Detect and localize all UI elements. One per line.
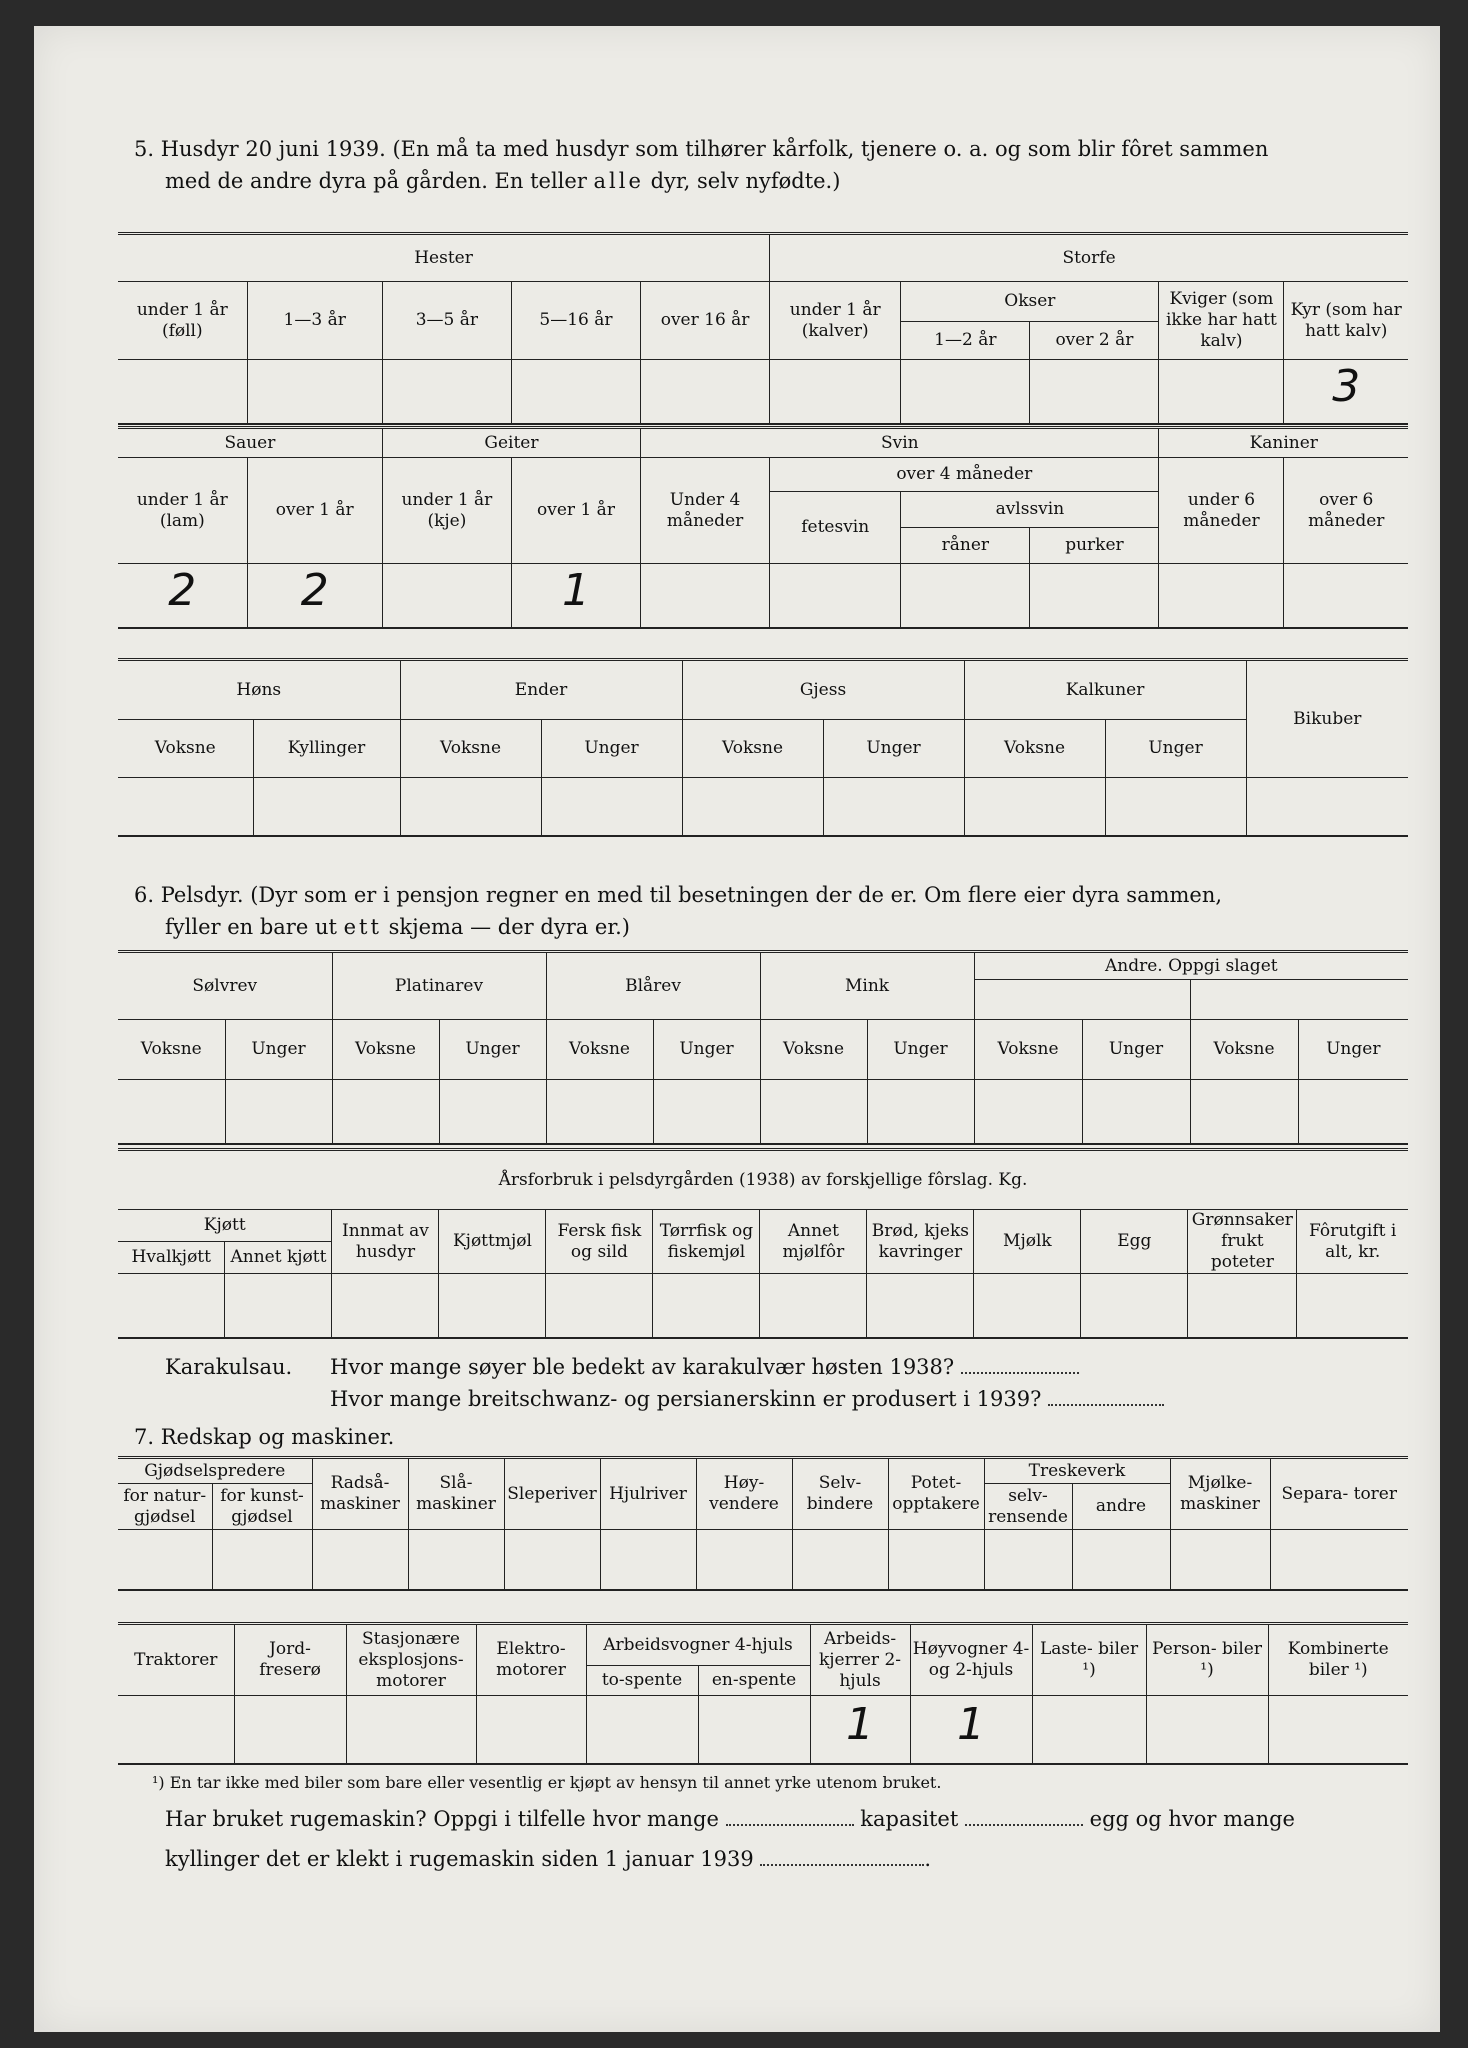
header-okser: Okser bbox=[901, 282, 1159, 322]
col-purker: purker bbox=[1030, 528, 1159, 564]
cell[interactable] bbox=[586, 1696, 698, 1764]
cell[interactable] bbox=[653, 1080, 760, 1144]
cell[interactable] bbox=[1159, 564, 1284, 628]
karakul-answer-2[interactable] bbox=[1048, 1386, 1164, 1406]
handwritten-lam: 2 bbox=[168, 564, 197, 616]
cell[interactable] bbox=[760, 1274, 867, 1338]
section-6-line-1: 6. Pelsdyr. (Dyr som er i pensjon regner en med til besetningen der de er. Om flere eier dyra sammen, bbox=[134, 883, 1223, 907]
col-unger: Unger bbox=[225, 1020, 332, 1080]
col-traktorer: Traktorer bbox=[118, 1624, 234, 1696]
cell-hoyvogn-value[interactable] bbox=[910, 1696, 1032, 1764]
cell[interactable] bbox=[118, 1080, 225, 1144]
cell[interactable] bbox=[974, 1080, 1082, 1144]
cell[interactable] bbox=[1190, 1080, 1298, 1144]
cell[interactable] bbox=[332, 1080, 439, 1144]
cell[interactable] bbox=[600, 1530, 696, 1590]
header-ender: Ender bbox=[400, 660, 682, 720]
cell[interactable] bbox=[760, 1080, 867, 1144]
header-solvrev: Sølvrev bbox=[118, 952, 332, 1020]
cell[interactable] bbox=[541, 778, 682, 836]
col-hoyvendere: Høy- vendere bbox=[696, 1458, 792, 1530]
cell[interactable] bbox=[400, 778, 541, 836]
cell[interactable] bbox=[867, 1080, 974, 1144]
col-mjolk: Mjølk bbox=[974, 1210, 1081, 1274]
col-naturgjodsel: for natur- gjødsel bbox=[118, 1484, 212, 1530]
col-elektromotorer: Elektro- motorer bbox=[476, 1624, 586, 1696]
cell[interactable] bbox=[682, 778, 823, 836]
header-kjott: Kjøtt bbox=[118, 1210, 332, 1242]
census-form-page bbox=[34, 26, 1440, 2032]
col-hoyvogner: Høyvogner 4- og 2-hjuls bbox=[910, 1624, 1032, 1696]
cell[interactable] bbox=[504, 1530, 600, 1590]
col-ender-voksne: Voksne bbox=[400, 720, 541, 778]
col-kombinerte-biler: Kombinerte biler ¹) bbox=[1268, 1624, 1408, 1696]
cell[interactable] bbox=[653, 1274, 760, 1338]
col-fersk-fisk: Fersk fisk og sild bbox=[546, 1210, 653, 1274]
col-sau-over-1: over 1 år bbox=[247, 458, 382, 564]
col-innmat: Innmat av husdyr bbox=[332, 1210, 439, 1274]
header-geiter: Geiter bbox=[382, 428, 640, 458]
cell[interactable] bbox=[984, 1530, 1072, 1590]
cell[interactable] bbox=[511, 360, 640, 424]
col-unger: Unger bbox=[867, 1020, 974, 1080]
header-sauer: Sauer bbox=[118, 428, 382, 458]
cell[interactable] bbox=[698, 1696, 810, 1764]
cell[interactable] bbox=[641, 360, 770, 424]
andre-slag-1[interactable] bbox=[974, 980, 1190, 1020]
col-mjolkemaskiner: Mjølke- maskiner bbox=[1170, 1458, 1270, 1530]
col-egg: Egg bbox=[1081, 1210, 1188, 1274]
header-gjodselspredere: Gjødselspredere bbox=[118, 1458, 312, 1484]
header-storfe: Storfe bbox=[770, 234, 1408, 282]
cell[interactable] bbox=[1298, 1080, 1408, 1144]
cell[interactable] bbox=[225, 1080, 332, 1144]
cell[interactable] bbox=[770, 564, 901, 628]
col-geit-over-1: over 1 år bbox=[511, 458, 640, 564]
cell-kyr-value[interactable] bbox=[1284, 360, 1408, 424]
header-arbeidsvogner: Arbeidsvogner 4-hjuls bbox=[586, 1624, 810, 1666]
col-raner: råner bbox=[901, 528, 1030, 564]
cell[interactable] bbox=[1082, 1080, 1190, 1144]
col-svin-under-4: Under 4 måneder bbox=[641, 458, 770, 564]
cell[interactable] bbox=[770, 360, 901, 424]
cell[interactable] bbox=[1105, 778, 1246, 836]
cell[interactable] bbox=[118, 778, 253, 836]
cell[interactable] bbox=[1146, 1696, 1268, 1764]
col-kje: under 1 år (kje) bbox=[382, 458, 511, 564]
header-kalkuner: Kalkuner bbox=[964, 660, 1246, 720]
karakul-answer-1[interactable] bbox=[961, 1354, 1079, 1374]
cell-sau-value[interactable] bbox=[247, 564, 382, 628]
col-sleperiver: Sleperiver bbox=[504, 1458, 600, 1530]
cell[interactable] bbox=[212, 1530, 312, 1590]
col-torrfisk: Tørrfisk og fiskemjøl bbox=[653, 1210, 760, 1274]
section-6-line-2: fyller en bare ut ett skjema — der dyra er.) bbox=[165, 915, 630, 939]
col-voksne: Voksne bbox=[118, 1020, 225, 1080]
rugemaskin-line-2: kyllinger det er klekt i rugemaskin siden 1 januar 1939 . bbox=[165, 1847, 932, 1871]
handwritten-kyr: 3 bbox=[1332, 360, 1361, 412]
col-hest-1-3: 1—3 år bbox=[247, 282, 382, 360]
col-kalkuner-voksne: Voksne bbox=[964, 720, 1105, 778]
karakul-question-1: Hvor mange søyer ble bedekt av karakulvær høsten 1938? bbox=[330, 1352, 1079, 1382]
cell[interactable] bbox=[888, 1530, 984, 1590]
col-treske-andre: andre bbox=[1072, 1484, 1170, 1530]
cell[interactable] bbox=[1188, 1274, 1297, 1338]
table-vehicles bbox=[118, 1622, 1408, 1765]
col-voksne: Voksne bbox=[974, 1020, 1082, 1080]
col-hest-over-16: over 16 år bbox=[641, 282, 770, 360]
col-selvrensende: selv- rensende bbox=[984, 1484, 1072, 1530]
cell[interactable] bbox=[823, 778, 964, 836]
col-fetesvin: fetesvin bbox=[770, 492, 901, 564]
header-svin: Svin bbox=[641, 428, 1159, 458]
footnote: ¹) En tar ikke med biler som bare eller vesentlig er kjøpt av hensyn til annet yrke utenom bruket. bbox=[152, 1773, 942, 1792]
col-lam: under 1 år (lam) bbox=[118, 458, 247, 564]
cell[interactable] bbox=[974, 1274, 1081, 1338]
cell[interactable] bbox=[546, 1080, 653, 1144]
cell[interactable] bbox=[641, 564, 770, 628]
col-unger: Unger bbox=[439, 1020, 546, 1080]
handwritten-kjerrer: 1 bbox=[846, 1698, 875, 1750]
col-hons-voksne: Voksne bbox=[118, 720, 253, 778]
col-kunstgjodsel: for kunst- gjødsel bbox=[212, 1484, 312, 1530]
col-voksne: Voksne bbox=[1190, 1020, 1298, 1080]
col-separatorer: Separa- torer bbox=[1270, 1458, 1408, 1530]
col-hest-3-5: 3—5 år bbox=[382, 282, 511, 360]
cell-geit-value[interactable] bbox=[511, 564, 640, 628]
header-treskeverk: Treskeverk bbox=[984, 1458, 1170, 1484]
rugemaskin-line-1: Har bruket rugemaskin? Oppgi i tilfelle hvor mange kapasitet egg og hvor mange bbox=[165, 1807, 1295, 1831]
cell[interactable] bbox=[964, 778, 1105, 836]
col-stasjonaere-motorer: Stasjonære eksplosjons- motorer bbox=[346, 1624, 476, 1696]
cell-kjerrer-value[interactable] bbox=[810, 1696, 910, 1764]
cell[interactable] bbox=[118, 360, 247, 424]
feed-table-title: Årsforbruk i pelsdyrgården (1938) av forskjellige fôrslag. Kg. bbox=[118, 1150, 1408, 1210]
cell[interactable] bbox=[546, 1274, 653, 1338]
col-lastebiler: Laste- biler ¹) bbox=[1032, 1624, 1146, 1696]
table-poultry bbox=[118, 658, 1408, 837]
header-gjess: Gjess bbox=[682, 660, 964, 720]
header-hester: Hester bbox=[118, 234, 770, 282]
header-avlssvin: avlssvin bbox=[901, 492, 1159, 528]
cell[interactable] bbox=[1030, 360, 1159, 424]
cell[interactable] bbox=[1081, 1274, 1188, 1338]
col-voksne: Voksne bbox=[546, 1020, 653, 1080]
section-5-line-1: 5. Husdyr 20 juni 1939. (En må ta med husdyr som tilhører kårfolk, tjenere o. a. og som blir fôret sammen bbox=[134, 137, 1269, 161]
col-unger: Unger bbox=[1298, 1020, 1408, 1080]
col-potetopptakere: Potet- opptakere bbox=[888, 1458, 984, 1530]
col-slamaskiner: Slå- maskiner bbox=[408, 1458, 504, 1530]
header-platinarev: Platinarev bbox=[332, 952, 546, 1020]
header-hons: Høns bbox=[118, 660, 400, 720]
cell[interactable] bbox=[1030, 564, 1159, 628]
cell[interactable] bbox=[382, 360, 511, 424]
col-gronnsaker: Grønnsaker frukt poteter bbox=[1188, 1210, 1297, 1274]
cell[interactable] bbox=[253, 778, 400, 836]
col-kviger: Kviger (som ikke har hatt kalv) bbox=[1159, 282, 1284, 360]
handwritten-sau: 2 bbox=[300, 564, 329, 616]
cell[interactable] bbox=[1246, 778, 1408, 836]
karakul-question-2: Hvor mange breitschwanz- og persianerskinn er produsert i 1939? bbox=[330, 1384, 1164, 1414]
col-radsamaskiner: Radså- maskiner bbox=[312, 1458, 408, 1530]
col-foll: under 1 år (føll) bbox=[118, 282, 247, 360]
cell[interactable] bbox=[346, 1696, 476, 1764]
karakul-label: Karakulsau. bbox=[165, 1355, 293, 1379]
header-kaniner: Kaniner bbox=[1159, 428, 1408, 458]
col-okser-over-2: over 2 år bbox=[1030, 322, 1159, 360]
col-en-spente: en-spente bbox=[698, 1666, 810, 1696]
header-bikuber: Bikuber bbox=[1246, 660, 1408, 778]
rugemaskin-count-field[interactable] bbox=[726, 1806, 854, 1826]
handwritten-geit: 1 bbox=[561, 564, 590, 616]
cell[interactable] bbox=[1268, 1696, 1408, 1764]
col-unger: Unger bbox=[653, 1020, 760, 1080]
section-7-title: 7. Redskap og maskiner. bbox=[134, 1425, 395, 1449]
header-blarev: Blårev bbox=[546, 952, 760, 1020]
cell[interactable] bbox=[901, 564, 1030, 628]
cell[interactable] bbox=[1159, 360, 1284, 424]
col-unger: Unger bbox=[1082, 1020, 1190, 1080]
cell[interactable] bbox=[696, 1530, 792, 1590]
col-ender-unger: Unger bbox=[541, 720, 682, 778]
cell[interactable] bbox=[476, 1696, 586, 1764]
table-feed-consumption bbox=[118, 1148, 1408, 1339]
cell[interactable] bbox=[439, 1274, 546, 1338]
col-selvbindere: Selv- bindere bbox=[792, 1458, 888, 1530]
header-over-4-maneder: over 4 måneder bbox=[770, 458, 1159, 492]
col-hjulriver: Hjulriver bbox=[600, 1458, 696, 1530]
rugemaskin-hatched-field[interactable] bbox=[760, 1846, 924, 1866]
col-okser-1-2: 1—2 år bbox=[901, 322, 1030, 360]
col-kyr: Kyr (som har hatt kalv) bbox=[1284, 282, 1408, 360]
col-voksne: Voksne bbox=[760, 1020, 867, 1080]
col-annet-mjolfor: Annet mjølfôr bbox=[760, 1210, 867, 1274]
col-hvalkjott: Hvalkjøtt bbox=[118, 1242, 225, 1274]
col-forutgift: Fôrutgift i alt, kr. bbox=[1297, 1210, 1408, 1274]
col-arbeidskjerrer: Arbeids- kjerrer 2-hjuls bbox=[810, 1624, 910, 1696]
cell[interactable] bbox=[225, 1274, 332, 1338]
col-gjess-unger: Unger bbox=[823, 720, 964, 778]
cell[interactable] bbox=[234, 1696, 346, 1764]
col-brod: Brød, kjeks kavringer bbox=[867, 1210, 974, 1274]
col-kanin-under-6: under 6 måneder bbox=[1159, 458, 1284, 564]
cell[interactable] bbox=[792, 1530, 888, 1590]
col-kjottmjol: Kjøttmjøl bbox=[439, 1210, 546, 1274]
cell[interactable] bbox=[1170, 1530, 1270, 1590]
cell[interactable] bbox=[332, 1274, 439, 1338]
col-jordfresere: Jord- freserø bbox=[234, 1624, 346, 1696]
cell[interactable] bbox=[382, 564, 511, 628]
cell[interactable] bbox=[867, 1274, 974, 1338]
col-kalkuner-unger: Unger bbox=[1105, 720, 1246, 778]
cell[interactable] bbox=[312, 1530, 408, 1590]
cell[interactable] bbox=[408, 1530, 504, 1590]
cell[interactable] bbox=[1284, 564, 1408, 628]
table-horses-cattle bbox=[118, 232, 1408, 425]
table-implements bbox=[118, 1456, 1408, 1591]
table-fur-animals bbox=[118, 950, 1408, 1145]
cell[interactable] bbox=[118, 1530, 212, 1590]
cell[interactable] bbox=[118, 1274, 225, 1338]
col-kalver: under 1 år (kalver) bbox=[770, 282, 901, 360]
rugemaskin-capacity-field[interactable] bbox=[965, 1806, 1083, 1826]
cell-lam-value[interactable] bbox=[118, 564, 247, 628]
header-mink: Mink bbox=[760, 952, 974, 1020]
cell[interactable] bbox=[247, 360, 382, 424]
cell[interactable] bbox=[1270, 1530, 1408, 1590]
cell[interactable] bbox=[118, 1696, 234, 1764]
col-kanin-over-6: over 6 måneder bbox=[1284, 458, 1408, 564]
cell[interactable] bbox=[1072, 1530, 1170, 1590]
section-5-line-2: med de andre dyra på gården. En teller alle dyr, selv nyfødte.) bbox=[165, 169, 841, 193]
col-hest-5-16: 5—16 år bbox=[511, 282, 640, 360]
cell[interactable] bbox=[439, 1080, 546, 1144]
cell[interactable] bbox=[1297, 1274, 1408, 1338]
col-kyllinger: Kyllinger bbox=[253, 720, 400, 778]
col-personbiler: Person- biler ¹) bbox=[1146, 1624, 1268, 1696]
andre-slag-2[interactable] bbox=[1190, 980, 1408, 1020]
col-to-spente: to-spente bbox=[586, 1666, 698, 1696]
cell[interactable] bbox=[901, 360, 1030, 424]
handwritten-hoyvogn: 1 bbox=[957, 1698, 986, 1750]
header-andre-slag: Andre. Oppgi slaget bbox=[974, 952, 1408, 980]
col-gjess-voksne: Voksne bbox=[682, 720, 823, 778]
col-voksne: Voksne bbox=[332, 1020, 439, 1080]
cell[interactable] bbox=[1032, 1696, 1146, 1764]
col-annet-kjott: Annet kjøtt bbox=[225, 1242, 332, 1274]
table-sheep-goats-pigs bbox=[118, 426, 1408, 629]
